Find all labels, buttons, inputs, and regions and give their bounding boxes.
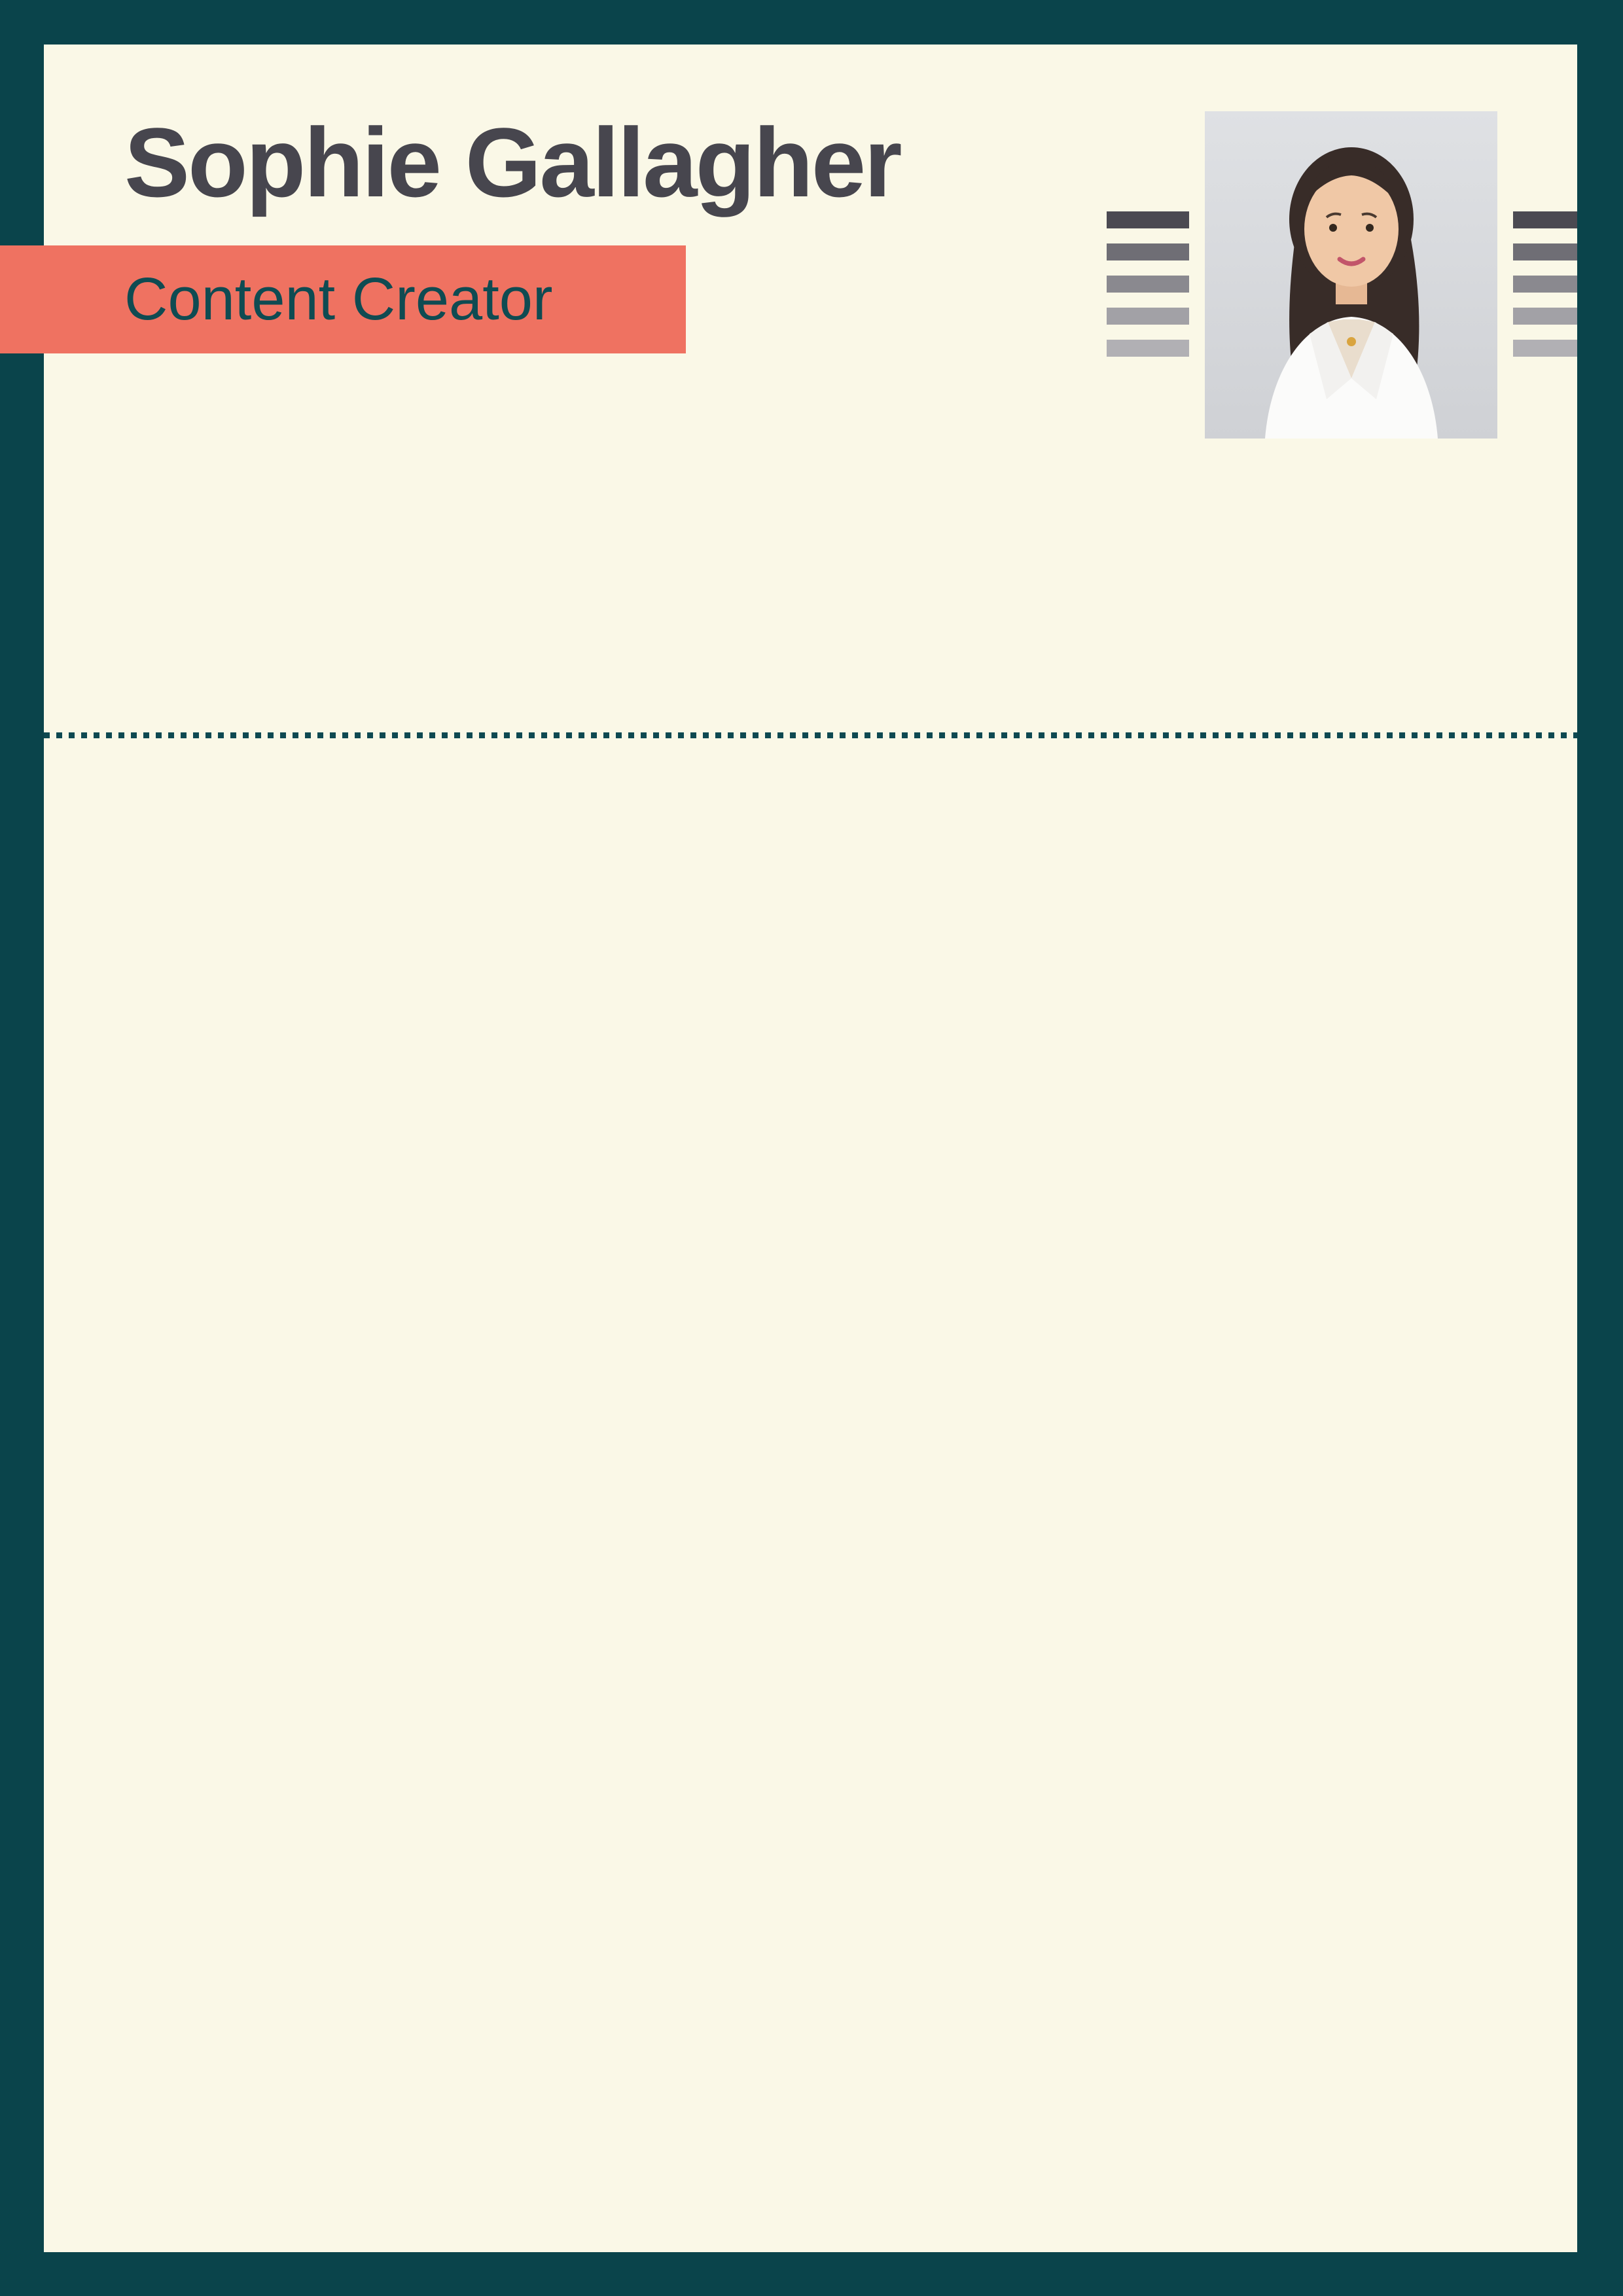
frame-border-right [1577, 0, 1623, 2296]
deco-bar [1513, 243, 1577, 260]
dotted-divider [44, 732, 1577, 738]
deco-bar [1513, 308, 1577, 325]
deco-bar [1107, 276, 1189, 293]
job-title: Content Creator [124, 266, 553, 332]
deco-bar [1513, 340, 1577, 357]
portrait-photo [1205, 111, 1497, 439]
deco-bar [1107, 211, 1189, 228]
deco-bar [1513, 276, 1577, 293]
deco-bar [1107, 308, 1189, 325]
frame-border-top [0, 0, 1623, 45]
photo-deco-bars-left [1107, 211, 1189, 368]
deco-bar [1107, 340, 1189, 357]
frame-border-bottom [0, 2252, 1623, 2296]
photo-deco-bars-right [1513, 211, 1577, 368]
deco-bar [1107, 243, 1189, 260]
job-title-banner [0, 245, 686, 353]
portrait-illustration [1205, 111, 1497, 439]
person-name: Sophie Gallagher [124, 107, 901, 217]
deco-bar [1513, 211, 1577, 228]
